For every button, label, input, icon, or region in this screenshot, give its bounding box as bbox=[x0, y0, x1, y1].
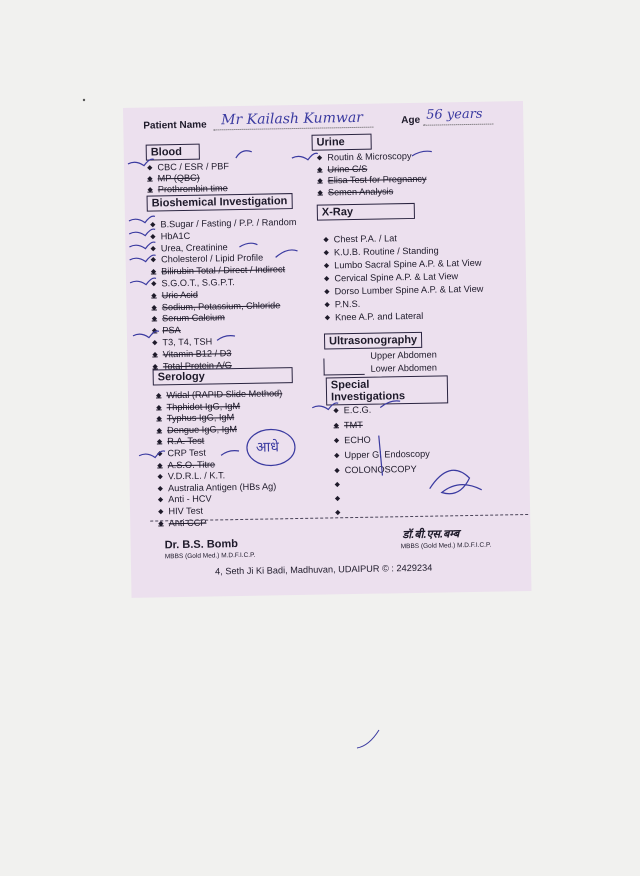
doctor-name: Dr. B.S. Bomb bbox=[164, 538, 239, 552]
test-item: ◆ Widal (RAPID Slide Method) bbox=[156, 388, 282, 402]
test-item: ◆ K.U.B. Routine / Standing bbox=[323, 246, 438, 260]
doctor-name-hindi: डॉ.बी.एस.बम्ब bbox=[402, 528, 460, 542]
test-item: ◆ Urea, Creatinine bbox=[150, 242, 227, 255]
test-item: ◆ Elisa Test for Pregnancy bbox=[317, 174, 426, 188]
test-item: ◆ Bilirubin Total / Direct / Indirect bbox=[151, 264, 286, 278]
xray-section-title: X-Ray bbox=[317, 203, 415, 221]
test-item: ◆ PSA bbox=[152, 325, 181, 338]
test-item: ◆ B.Sugar / Fasting / P.P. / Random bbox=[150, 217, 297, 232]
test-item: ◆ Typhus IgG, IgM bbox=[156, 412, 234, 425]
test-item: ◆ MP (QBC) bbox=[147, 173, 200, 186]
test-item: ◆ HbA1C bbox=[150, 231, 190, 244]
test-item: ◆ Prothrombin time bbox=[147, 183, 228, 196]
test-item: ◆ Serum Calcium bbox=[152, 313, 225, 326]
doctor-qualification: MBBS (Gold Med.) M.D.F.I.C.P. bbox=[164, 551, 256, 561]
handwritten-note: आधे bbox=[255, 439, 280, 456]
test-item: ◆ T3, T4, TSH bbox=[152, 336, 212, 349]
test-item: ◆ Anti - HCV bbox=[158, 494, 212, 507]
stray-dot bbox=[83, 99, 85, 101]
blood-section-title: Blood bbox=[146, 144, 200, 161]
test-item: ◆ Dorso Lumber Spine A.P. & Lat View bbox=[324, 284, 483, 299]
ultrasound-lower: Lower Abdomen bbox=[370, 362, 438, 374]
test-item: ◆ HIV Test bbox=[158, 506, 203, 519]
patient-name-value: Mr Kailash Kumwar bbox=[221, 109, 364, 129]
test-item: ◆ Thphidot IgG, IgM bbox=[156, 401, 240, 414]
test-item: ◆ Semen Analysis bbox=[317, 186, 393, 199]
test-item: ◆ E.C.G. bbox=[333, 405, 371, 418]
clinic-address: 4, Seth Ji Ki Badi, Madhuvan, UDAIPUR © : 2429234 bbox=[215, 562, 433, 577]
test-item: ◆ CRP Test bbox=[157, 448, 206, 461]
test-item: ◆ ECHO bbox=[334, 435, 371, 448]
urine-section-title: Urine bbox=[311, 134, 371, 151]
test-item: ◆ Australia Antigen (HBs Ag) bbox=[158, 481, 277, 495]
test-item: ◆ Lumbo Sacral Spine A.P. & Lat View bbox=[324, 258, 482, 273]
test-item: ◆ Total Protein A/G bbox=[152, 360, 232, 373]
test-item: ◆ Urine C/S bbox=[317, 163, 367, 176]
ultrasound-upper: Upper Abdomen bbox=[370, 349, 437, 361]
test-item: ◆ Anti CCP bbox=[158, 517, 206, 530]
age-label: Age bbox=[401, 114, 421, 127]
patient-name-label: Patient Name bbox=[143, 119, 207, 132]
test-item: ◆ Cholesterol / Lipid Profile bbox=[151, 253, 264, 267]
test-item: ◆ R.A. Test bbox=[157, 436, 205, 449]
test-item: ◆ P.N.S. bbox=[324, 299, 360, 312]
bullet-blank: ◆ bbox=[335, 509, 341, 517]
test-item: ◆ Knee A.P. and Lateral bbox=[325, 311, 424, 325]
age-value: 56 years bbox=[426, 106, 483, 123]
test-item: ◆ Upper GI Endoscopy bbox=[334, 449, 430, 463]
bullet-blank: ◆ bbox=[334, 481, 341, 489]
doctor-qualification-right: MBBS (Gold Med.) M.D.F.I.C.P. bbox=[400, 541, 492, 551]
test-item: ◆ Sodium, Potassium, Chloride bbox=[151, 300, 280, 314]
serology-section-title: Serology bbox=[153, 367, 293, 385]
test-item: ◆ Uric Acid bbox=[151, 290, 198, 303]
test-item: ◆ TMT bbox=[333, 420, 362, 433]
stray-pen-mark bbox=[357, 730, 379, 748]
test-item: ◆ COLONOSCOPY bbox=[334, 464, 417, 477]
test-item: ◆ Chest P.A. / Lat bbox=[323, 233, 397, 246]
special-section-title: Special Investigations bbox=[326, 375, 448, 405]
bullet-blank: ◆ bbox=[334, 495, 341, 503]
test-item: ◆ Dengue IgG, IgM bbox=[157, 424, 238, 437]
ultrasonography-section-title: Ultrasonography bbox=[324, 332, 422, 350]
test-item: ◆ V.D.R.L. / K.T. bbox=[157, 470, 225, 483]
test-item: ◆ A.S.O. Titre bbox=[157, 459, 215, 472]
biochemical-section-title: Bioshemical Investigation bbox=[147, 193, 293, 212]
test-item: ◆ Routin & Microscopy bbox=[317, 151, 412, 165]
test-item: ◆ Vitamin B12 / D3 bbox=[152, 348, 231, 361]
test-item: ◆ Cervical Spine A.P. & Lat View bbox=[324, 271, 458, 285]
test-item: ◆ CBC / ESR / PBF bbox=[147, 161, 229, 174]
test-item: ◆ S.G.O.T., S.G.P.T. bbox=[151, 277, 235, 290]
